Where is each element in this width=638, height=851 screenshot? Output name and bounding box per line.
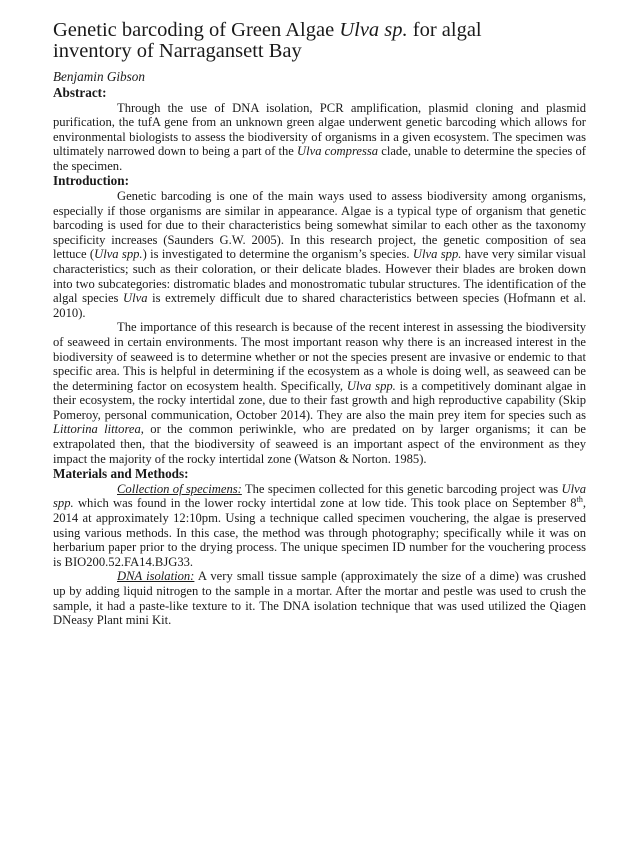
title-text-end: for algal (407, 19, 482, 41)
title-text: Genetic barcoding of Green Algae (53, 19, 340, 41)
collection-subheading: Collection of specimens: (117, 481, 242, 496)
abstract-heading: Abstract: (53, 85, 107, 100)
introduction-heading: Introduction: (53, 173, 129, 189)
abstract-paragraph: Through the use of DNA isolation, PCR amplification, plasmid cloning and plasmid purification, the tufA gene from an unknown green algae underwent genetic barcoding which allows for environmental biologists to assess the biodiversity of organisms in a given ecosystem. The specimen was ultimately narrowed down to being a part of the Ulva compressa clade, unable to determine the species of the specimen. (53, 100, 586, 173)
dna-isolation-subheading: DNA isolation: (117, 569, 195, 584)
methods-paragraph-dna-isolation: DNA isolation: A very small tissue sample (approximately the size of a dime) was crushed up by adding liquid nitrogen to the sample in a mortar. After the mortar and pestle was used to crush the sample, it had a paste-like texture to it. The DNA isolation technique that was used utilized the Qiagen DNeasy Plant mini Kit. (53, 569, 587, 628)
title-line-2: inventory of Narragansett Bay (53, 40, 302, 62)
introduction-paragraph-1: Genetic barcoding is one of the main ways used to assess biodiversity among organisms, especially if those organisms are similar in appearance. Algae is a typical type of organism that genetic barcoding is used for due to their characteristics being somewhat similar to each other as the taxonomy specificity increases (Saunders G.W. 2005). In this research project, the genetic composition of sea lettuce (Ulva spp.) is investigated to determine the organism’s species. Ulva spp. have very similar visual characteristics; such as their coloration, or their delicate blades. However their blades are broken down into two subcategories: distromatic blades and monostromatic tubular structures. The identification of the algal species Ulva is extremely difficult due to shared characteristics between species (Hofmann et al. 2010). (53, 188, 587, 320)
author-name: Benjamin Gibson (53, 69, 145, 84)
title-species: Ulva sp. (339, 19, 408, 41)
introduction-paragraph-2: The importance of this research is because of the recent interest in assessing the biodiversity of seaweed in certain environments. The most important reason why there is an increased interest in the biodiversity of seaweed is to determine whether or not the species present are invasive or endemic to that specific area. This is helpful in determining if the ecosystem as a whole is doing well, as seaweed can be the determining factor on ecosystem health. Specifically, Ulva spp. is a competitively dominant algae in their ecosystem, the rocky intertidal zone, due to their fast growth and high reproductive capability (Skip Pomeroy, personal communication, October 2014). They are also the main prey item for species such as Littorina littorea, or the common periwinkle, who are predated on by larger organisms; it can be extrapolated then, that the biodiversity of seaweed is an important aspect of the environment as they impact the majority of the rocky intertidal zone (Watson & Norton. 1985). (53, 320, 587, 466)
methods-heading: Materials and Methods: (53, 466, 189, 482)
paper-title (53, 20, 586, 62)
paper-page (53, 20, 586, 628)
methods-paragraph-collection: Collection of specimens: The specimen collected for this genetic barcoding project was Ulva spp. which was found in the lower rocky intertidal zone at low tide. This took place on September 8th, 2014 at approximately 12:10pm. Using a technique called specimen vouchering, the algae is preserved using various methods. In this case, the method was through photography; specifically while it was on herbarium paper prior to the drying process. The unique specimen ID number for the vouchering process is BIO200.52.FA14.BJG33. (53, 481, 587, 569)
